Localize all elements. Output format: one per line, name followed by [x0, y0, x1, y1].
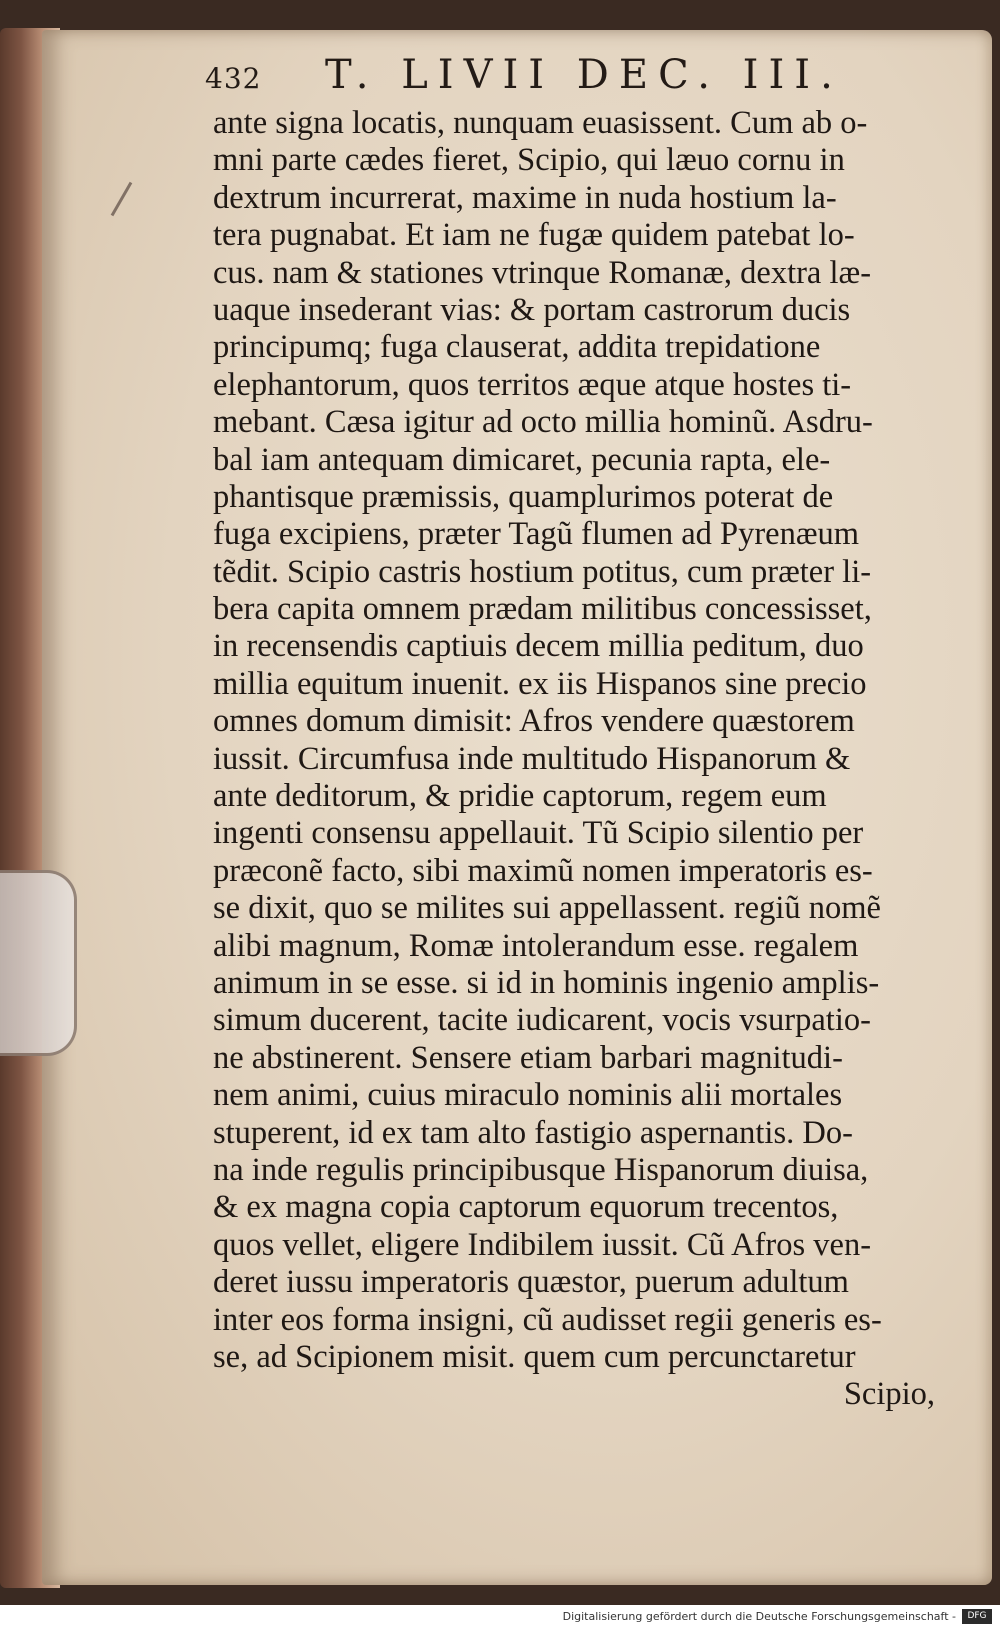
page-heading: T. LIVII DEC. III.	[325, 52, 843, 98]
text-line: stuperent, id ex tam alto fastigio aspernantis. Do-	[213, 1114, 853, 1151]
text-line: se dixit, quo se milites sui appellassent. regiũ nomẽ	[213, 890, 881, 927]
text-line: in recensendis captiuis decem millia peditum, duo	[213, 628, 864, 665]
dfg-logo: DFG	[962, 1609, 992, 1624]
text-line: mebant. Cæsa igitur ad octo millia hominũ. Asdru-	[213, 404, 873, 441]
text-line: cus. nam & stationes vtrinque Romanæ, dextra læ-	[213, 254, 872, 291]
text-line: animum in se esse. si id in hominis ingenio amplis-	[213, 964, 880, 1001]
text-line: elephantorum, quos territos æque atque hostes ti-	[213, 366, 852, 403]
book-clasp	[0, 870, 77, 1056]
text-line: se, ad Scipionem misit. quem cum percunctaretur	[213, 1338, 856, 1375]
text-line: ante signa locatis, nunquam euasissent. Cum ab o-	[213, 105, 868, 141]
text-line: præconẽ facto, sibi maximũ nomen imperatoris es-	[213, 852, 873, 889]
page-number: 432	[205, 62, 262, 95]
text-line: ingenti consensu appellauit. Tũ Scipio silentio per	[213, 815, 864, 852]
text-line: nem animi, cuius miraculo nominis alii mortales	[213, 1077, 843, 1114]
text-line: bal iam antequam dimicaret, pecunia rapta, ele-	[213, 441, 831, 478]
footer-bar	[0, 1605, 1000, 1630]
text-line: bera capita omnem prædam militibus concessisset,	[213, 591, 872, 628]
text-line: ne abstinerent. Sensere etiam barbari magnitudi-	[213, 1039, 843, 1076]
text-line: uaque insederant vias: & portam castrorum ducis	[213, 291, 851, 328]
body-text	[213, 105, 943, 1414]
running-head	[205, 52, 905, 104]
text-line: omnes domum dimisit: Afros vendere quæstorem	[213, 703, 855, 740]
text-line: mni parte cædes fieret, Scipio, qui læuo cornu in	[213, 142, 845, 179]
text-line: deret iussu imperatoris quæstor, puerum adultum	[213, 1264, 849, 1301]
text-line: alibi magnum, Romæ intolerandum esse. regalem	[213, 927, 859, 964]
catchword: Scipio,	[843, 1376, 935, 1413]
text-line: iussit. Circumfusa inde multitudo Hispanorum &	[213, 740, 851, 777]
text-line: dextrum incurrerat, maxime in nuda hostium la-	[213, 179, 837, 216]
text-line: tera pugnabat. Et iam ne fugæ quidem patebat lo-	[213, 217, 855, 254]
text-line: principumq; fuga clauserat, addita trepidatione	[213, 329, 821, 366]
text-line: simum ducerent, tacite iudicarent, vocis vsurpatio-	[213, 1002, 871, 1039]
footer-credit: Digitalisierung gefördert durch die Deutsche Forschungsgemeinschaft -	[562, 1610, 956, 1623]
text-line: tẽdit. Scipio castris hostium potitus, cum præter li-	[213, 553, 872, 590]
text-line: ante deditorum, & pridie captorum, regem eum	[213, 778, 827, 815]
text-line: fuga excipiens, præter Tagũ flumen ad Pyrenæum	[213, 516, 860, 553]
text-line: quos vellet, eligere Indibilem iussit. Cũ Afros ven-	[213, 1226, 872, 1263]
text-line: inter eos forma insigni, cũ audisset regii generis es-	[213, 1301, 882, 1338]
text-line: & ex magna copia captorum equorum trecentos,	[213, 1189, 839, 1226]
text-line: millia equitum inuenit. ex iis Hispanos sine precio	[213, 665, 867, 702]
text-line: na inde regulis principibusque Hispanorum diuisa,	[213, 1151, 869, 1188]
text-line: phantisque præmissis, quamplurimos poterat de	[213, 478, 834, 515]
